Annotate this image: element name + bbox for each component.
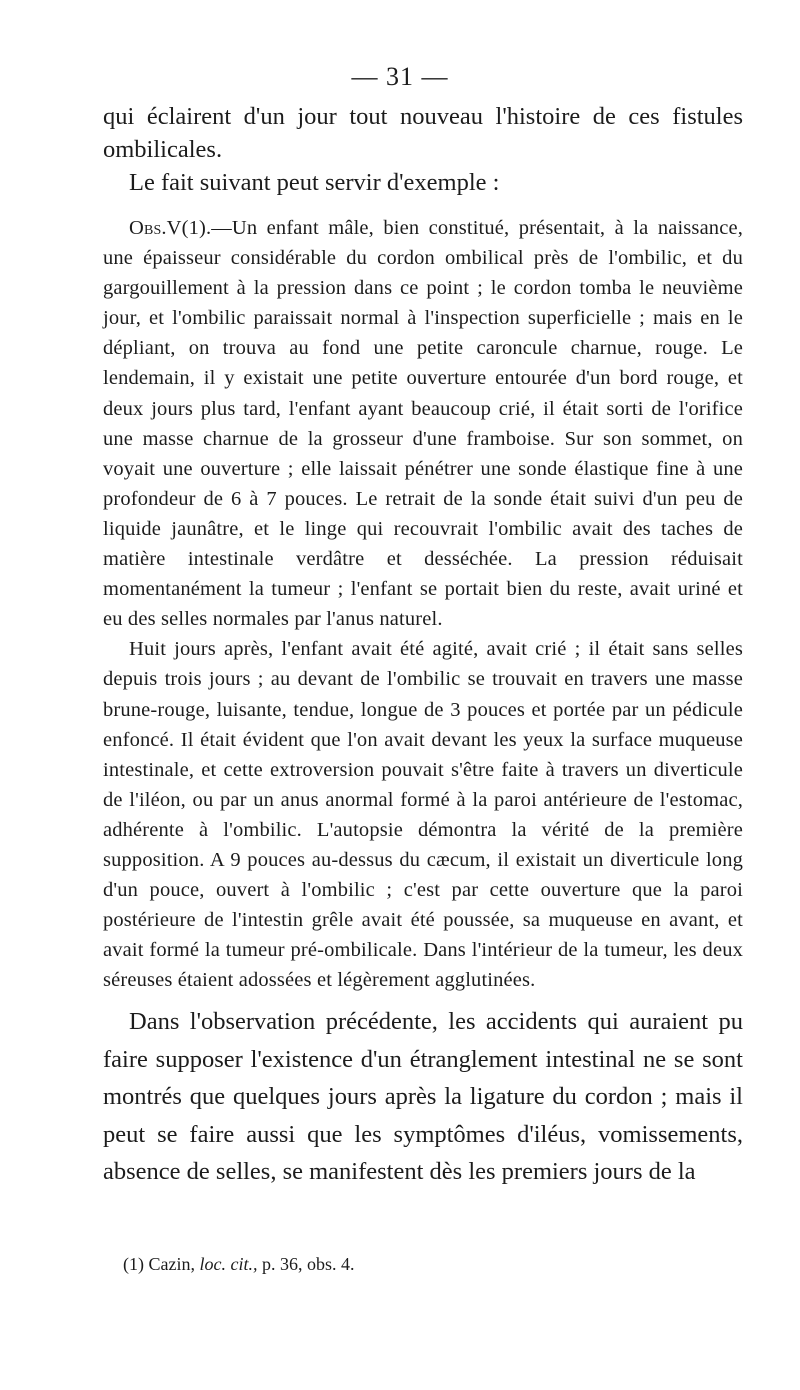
page-number: — 31 — [351,62,449,91]
conclusion-paragraph: Dans l'observation précédente, les accidents qui auraient pu faire supposer l'existence d'un étranglement intestinal ne se sont montrés que quelques jours après la ligature du cordon ; mais il peut se faire aussi que les symptômes d'iléus, vomissements, absence de selles, se manifestent dès les premiers jours de la [103,1008,743,1185]
footnote-ref: loc. cit., [199,1254,258,1274]
intro-line: qui éclairent d'un jour tout nouveau l'histoire de ces fistules ombilicales. [103,103,743,163]
intro-example-line: Le fait suivant peut servir d'exemple : [129,169,500,196]
intro-text [103,100,743,199]
footnote-rest: p. 36, obs. 4. [261,1254,355,1274]
footnote-author: Cazin, [148,1254,195,1274]
observation-label: Obs. [129,217,167,239]
observation-paragraph-1 [103,213,743,634]
observation-paragraph-2: Huit jours après, l'enfant avait été agité, avait crié ; il était sans selles depuis trois jours ; au devant de l'ombilic se trouvait en travers une masse brune-rouge, luisante, tendue, longue de 3 pouces et portée par un pédicule enfoncé. Il était évident que l'on avait devant les yeux la surface muqueuse intestinale, et cette extroversion pouvait s'être faite à travers un diverticule de l'iléon, ou par un anus anormal formé à la paroi antérieure de l'estomac, adhérente à l'ombilic. L'autopsie démontra la vérité de la première supposition. A 9 pouces au-dessus du cæcum, il existait un diverticule long d'un pouce, ouvert à l'ombilic ; c'est par cette ouverture que la paroi postérieure de l'intestin grêle avait été poussée, sa muqueuse en avant, et avait formé la tumeur pré-ombilicale. Dans l'intérieur de la tumeur, les deux séreuses étaient adossées et légèrement agglutinées. [103,638,743,992]
conclusion-block [103,1003,743,1191]
footnote [123,1252,723,1276]
footnote-marker: (1) [123,1254,144,1274]
observation-text-1: —Un enfant mâle, bien constitué, présentait, à la naissance, une épaisseur considérable du cordon ombilical près de l'ombilic, et du gargouillement à la pression dans ce point ; le cordon tomba le neuvième jour, et l'ombilic paraissait normal à l'inspection superficielle ; mais en le dépliant, on trouva au fond une petite caroncule charnue, rouge. Le lendemain, il y existait une petite ouverture entourée d'un bord rouge, et deux jours plus tard, l'enfant ayant beaucoup crié, il était sorti de l'orifice une masse charnue de la grosseur d'une framboise. Sur son sommet, on voyait une ouverture ; elle laissait pénétrer une sonde élastique fine à une profondeur de 6 à 7 pouces. Le retrait de la sonde était suivi d'un peu de liquide jaunâtre, et le linge qui recouvrait l'ombilic avait des taches de matière intestinale verdâtre et desséchée. La pression réduisait momentanément la tumeur ; l'enfant se portait bien du reste, avait uriné et eu des selles normales par l'anus naturel. [103,217,743,631]
observation-number: V(1). [166,217,212,239]
observation-block [103,213,743,995]
